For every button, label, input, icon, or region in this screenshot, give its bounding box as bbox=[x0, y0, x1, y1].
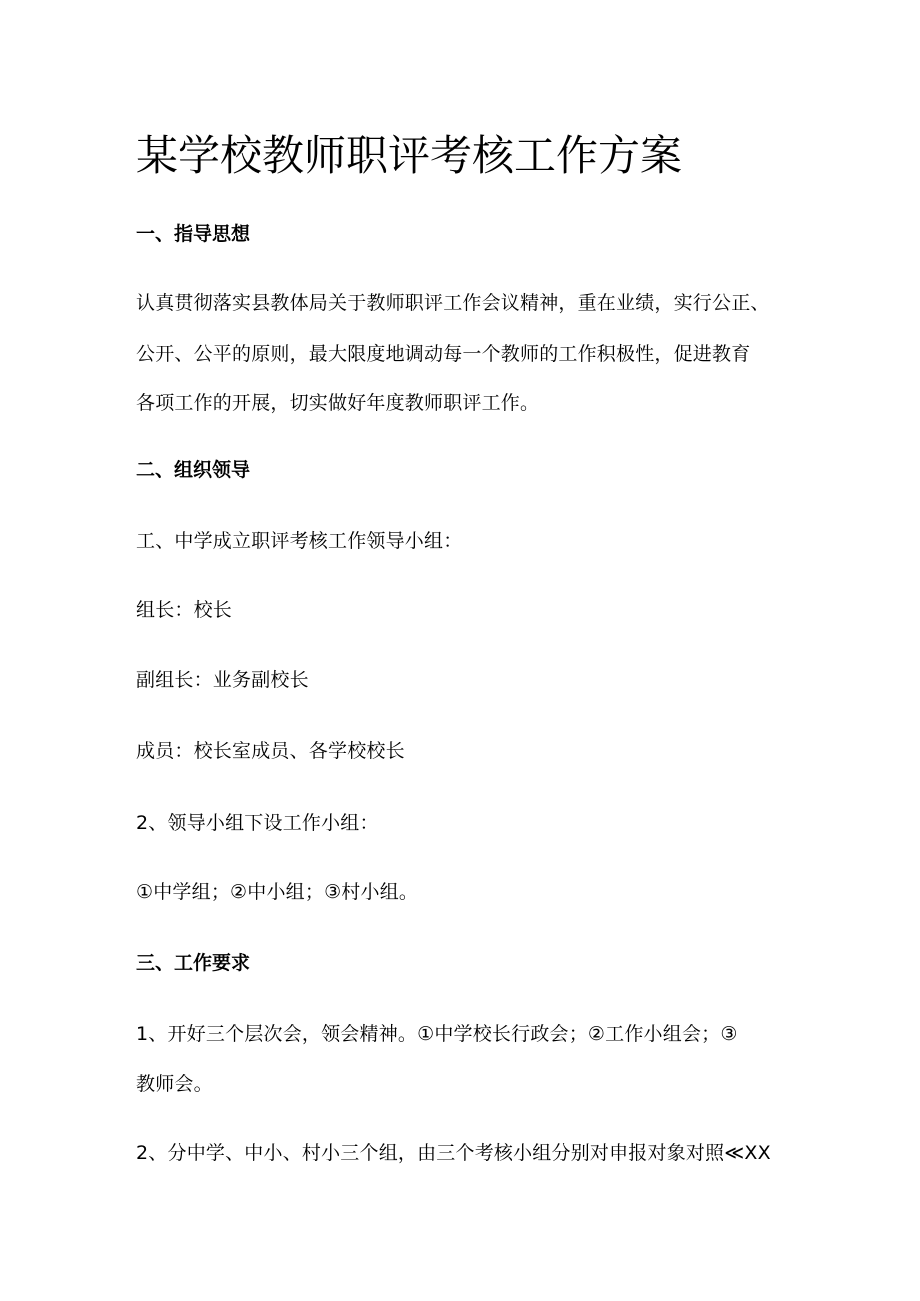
section-heading-work-requirements: 三、工作要求 bbox=[136, 952, 251, 974]
paragraph-line: 各项工作的开展，切实做好年度教师职评工作。 bbox=[136, 392, 540, 414]
paragraph-line: 成员：校长室成员、各学校校长 bbox=[136, 740, 405, 762]
paragraph-line: 副组长：业务副校长 bbox=[136, 669, 309, 691]
paragraph-line: 工、中学成立职评考核工作领导小组： bbox=[136, 530, 463, 552]
paragraph-line: 1、开好三个层次会，领会精神。①中学校长行政会；②工作小组会；③ bbox=[136, 1023, 738, 1045]
paragraph-line: 2、领导小组下设工作小组： bbox=[136, 812, 379, 834]
paragraph-line: 公开、公平的原则，最大限度地调动每一个教师的工作积极性，促进教育 bbox=[136, 343, 751, 365]
section-heading-organization: 二、组织领导 bbox=[136, 459, 251, 481]
paragraph-line: 2、分中学、中小、村小三个组，由三个考核小组分别对申报对象对照≪XX bbox=[136, 1142, 771, 1164]
paragraph-line: ①中学组；②中小组；③村小组。 bbox=[136, 881, 419, 903]
section-heading-guiding-thought: 一、指导思想 bbox=[136, 223, 251, 245]
document-title: 某学校教师职评考核工作方案 bbox=[136, 131, 683, 180]
paragraph-line: 教师会。 bbox=[136, 1073, 213, 1095]
paragraph-line: 组长：校长 bbox=[136, 599, 233, 621]
paragraph-line: 认真贯彻落实县教体局关于教师职评工作会议精神，重在业绩，实行公正、 bbox=[136, 292, 770, 314]
